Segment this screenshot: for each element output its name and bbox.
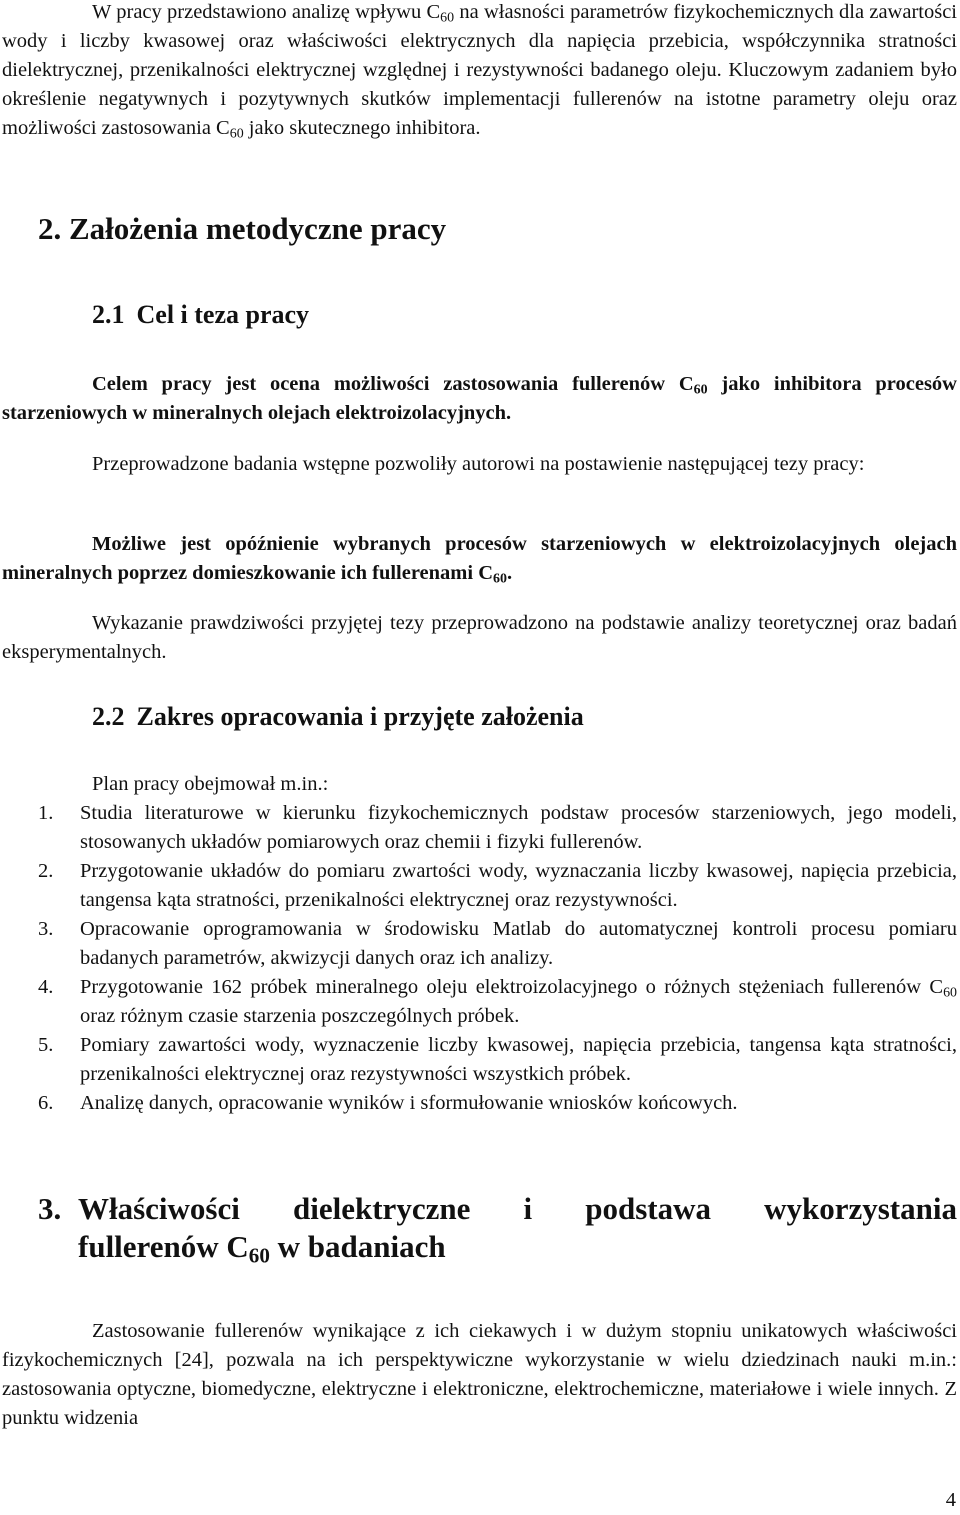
section-3-title-text-2: w badaniach — [269, 1229, 446, 1264]
intro-text-3: jako skutecznego inhibitora. — [243, 117, 481, 139]
list-item — [2, 799, 957, 857]
list-item-text-after: oraz różnym czasie starzenia poszczególnych próbek. — [80, 1005, 520, 1027]
section-2-1-number: 2.1 — [92, 300, 125, 329]
goal-text-1: Celem pracy jest ocena możliwości zastosowania fullerenów C — [92, 373, 694, 395]
subscript-60: 60 — [693, 382, 708, 398]
list-item — [2, 973, 957, 1031]
section-3-title-line-1: Właściwości dielektryczne i podstawa wykorzystania — [78, 1191, 957, 1226]
intro-paragraph — [2, 0, 957, 143]
plan-list — [2, 799, 957, 1118]
section-3-body: Zastosowanie fullerenów wynikające z ich ciekawych i w dużym stopniu unikatowych właściwości fizykochemicznych [24], pozwala na ich perspektywiczne wykorzystanie w wielu dziedzinach nauki m.in.: zastosowania optyczne, biomedyczne, elektryczne i elektroniczne, elektrochemiczne, materiałowe i wiele innych. Z punktu widzenia — [2, 1320, 957, 1429]
section-2-2-heading — [2, 700, 584, 734]
section-3-heading — [2, 1190, 957, 1266]
list-item-text: Przygotowanie 162 próbek mineralnego oleju elektroizolacyjnego o różnych stężeniach fullerenów C — [80, 976, 944, 998]
subscript-60: 60 — [248, 1243, 270, 1268]
thesis-intro-paragraph: Przeprowadzone badania wstępne pozwoliły autorowi na postawienie następującej tezy pracy: — [92, 453, 865, 475]
section-3-title-line-2 — [78, 1228, 957, 1266]
list-item — [2, 1089, 957, 1118]
list-item-number: 3. — [38, 918, 54, 940]
list-item-text: Opracowanie oprogramowania w środowisku Matlab do automatycznej kontroli procesu pomiaru badanych parametrów, akwizycji danych oraz ich analizy. — [80, 918, 957, 969]
section-2-2-title: Zakres opracowania i przyjęte założenia — [136, 702, 584, 731]
list-item-text: Analizę danych, opracowanie wyników i sformułowanie wniosków końcowych. — [80, 1092, 738, 1114]
list-item — [2, 1031, 957, 1089]
subscript-60: 60 — [493, 571, 507, 587]
intro-text-2: na własności parametrów fizykochemicznych dla zawartości wody i liczby kwasowej oraz właściwości elektrycznych dla napięcia przebicia, współczynnika stratności dielektrycznej, przenikalności elektrycznej względnej i rezystywności badanego oleju. Kluczowym zadaniem było określenie negatywnych i pozytywnych skutków implementacji fullerenów na istotne parametry oleju oraz możliwości zastosowania C — [2, 1, 957, 139]
goal-text-2: jako inhibitora procesów starzeniowych w mineralnych olejach elektroizolacyjnych. — [2, 373, 957, 424]
list-item-text: Przygotowanie układów do pomiaru zwartości wody, wyznaczania liczby kwasowej, napięcia przebicia, tangensa kąta stratności, przenikalności elektrycznej oraz rezystywności. — [80, 860, 957, 911]
section-2-2-number: 2.2 — [92, 702, 125, 731]
list-item-text: Pomiary zawartości wody, wyznaczenie liczby kwasowej, napięcia przebicia, tangensa kąta stratności, przenikalności elektrycznej oraz rezystywności wszystkich próbek. — [80, 1034, 957, 1085]
section-3-title-text-1: fullerenów C — [78, 1229, 249, 1264]
section-2-1-title: Cel i teza pracy — [136, 300, 310, 329]
list-item-text: Studia literaturowe w kierunku fizykochemicznych podstaw procesów starzeniowych, jego modeli, stosowanych układów pomiarowych oraz chemii i fizyki fullerenów. — [80, 802, 957, 853]
list-item-number: 2. — [38, 860, 54, 882]
plan-intro: Plan pracy obejmował m.in.: — [92, 773, 329, 795]
section-3-number: 3. — [38, 1191, 62, 1226]
goal-paragraph — [2, 370, 957, 428]
section-2-heading: 2. Założenia metodyczne pracy — [38, 211, 447, 246]
list-item — [2, 857, 957, 915]
intro-text-1: W pracy przedstawiono analizę wpływu C — [92, 1, 441, 23]
list-item — [2, 915, 957, 973]
page-number: 4 — [945, 1489, 956, 1511]
list-item-number: 4. — [38, 976, 54, 998]
list-item-number: 1. — [38, 802, 54, 824]
list-item-number: 6. — [38, 1092, 54, 1114]
list-item-number: 5. — [38, 1034, 54, 1056]
subscript-60: 60 — [229, 126, 244, 142]
subscript-60: 60 — [440, 10, 455, 26]
thesis-paragraph — [2, 530, 957, 588]
proof-paragraph: Wykazanie prawdziwości przyjętej tezy przeprowadzono na podstawie analizy teoretycznej oraz badań eksperymentalnych. — [2, 612, 957, 663]
thesis-text-1: Możliwe jest opóźnienie wybranych procesów starzeniowych w elektroizolacyjnych olejach mineralnych poprzez domieszkowanie ich fullerenami C — [2, 533, 957, 584]
section-2-1-heading — [2, 298, 309, 332]
thesis-text-2: . — [506, 562, 513, 584]
subscript-60: 60 — [943, 985, 957, 1001]
